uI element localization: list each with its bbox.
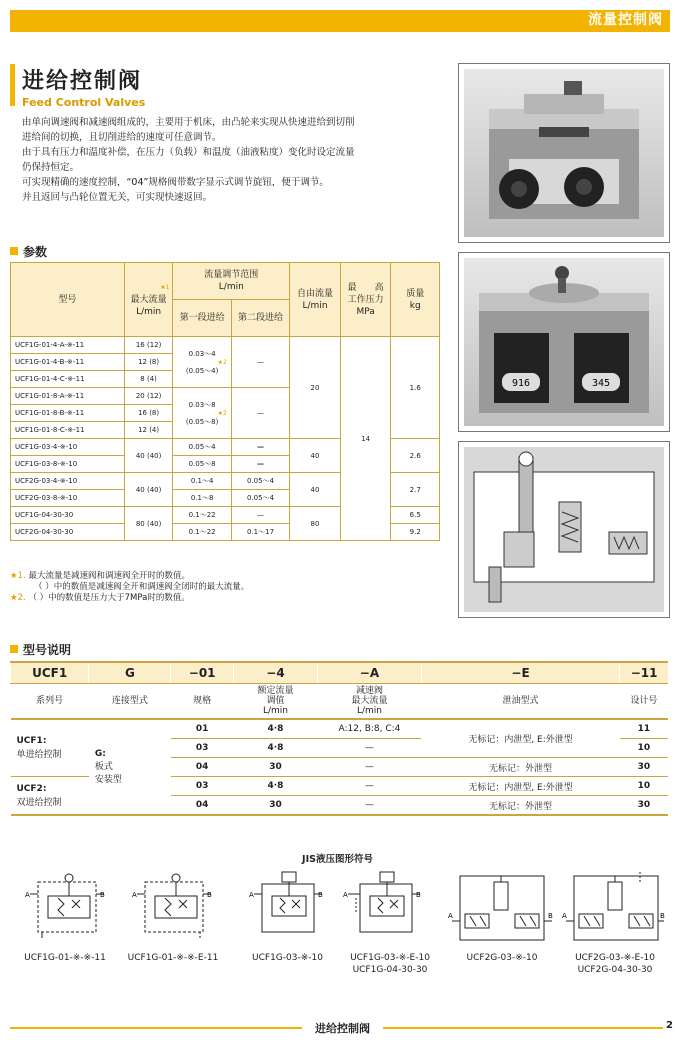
th-mass-unit: kg <box>409 300 421 311</box>
table-cell-stage1 <box>173 388 231 439</box>
row-size: 03 <box>171 739 233 758</box>
port-a-label: A <box>448 912 453 920</box>
row-decel: — <box>318 739 422 758</box>
table-cell-mass: 1.6 <box>391 337 440 439</box>
th-max-flow-label: 最大流量 <box>130 295 167 305</box>
jis-label-3 <box>235 952 340 964</box>
intro-line: 进给间的切换，且切削进给的速度可任意调节。 <box>22 132 222 143</box>
jis-label-line: UCF1G-04-30-30 <box>352 965 428 975</box>
code-connection: G <box>89 662 171 684</box>
note-mark: ★2. <box>10 593 26 603</box>
section-diagram <box>458 441 670 618</box>
port-a-label: A <box>562 912 567 920</box>
row-drain: 无标记：内泄型, E:外泄型 <box>421 777 619 796</box>
code-decel: −A <box>318 662 422 684</box>
heading-square <box>10 247 18 255</box>
row-drain: 无标记：内泄型, E:外泄型 <box>421 719 619 758</box>
th-pressure-label-b: 工作压力 <box>347 294 384 305</box>
table-row-model: UCF2G-03-8-※-10 <box>11 490 125 507</box>
table-cell-flow: 40 (40) <box>124 439 173 473</box>
port-b-label: B <box>548 912 553 920</box>
code-drain: −E <box>421 662 619 684</box>
table-cell-stage1: 0.1～22 <box>173 507 231 524</box>
model-code-table <box>10 661 668 816</box>
th-adj-range-unit: L/min <box>218 282 244 292</box>
dial-display-1: 916 <box>511 378 531 389</box>
port-a-label: A <box>343 891 348 899</box>
connection-type <box>89 719 171 815</box>
port-a-label: A <box>25 891 30 899</box>
table-row-model: UCF1G-03-4-※-10 <box>11 439 125 456</box>
category-title: 流量控制阀 <box>588 12 663 28</box>
table-notes <box>10 571 450 604</box>
port-b-label: B <box>207 891 212 899</box>
table-cell-stage2: — <box>231 456 289 473</box>
port-b-label: B <box>100 891 105 899</box>
th-adj-range-label: 流量调节范围 <box>204 270 259 280</box>
table-row-model: UCF1G-01-8-B-※-11 <box>11 405 125 422</box>
jis-symbol-2 <box>137 874 211 940</box>
row-rated: 4·8 <box>233 719 317 739</box>
table-cell-stage2: — <box>231 507 289 524</box>
table-cell-flow: 20 (12) <box>124 388 173 405</box>
intro-line: 由单向调速阀和减速阀组成的，主要用于机床，由凸轮来实现从快速进给到切削 <box>22 117 355 128</box>
jis-label-line: UCF2G-03-※-10 <box>466 953 538 963</box>
table-cell-stage2: 0.05～4 <box>231 490 289 507</box>
product-photo-2 <box>458 252 670 432</box>
row-decel: — <box>318 758 422 777</box>
footer-rule <box>383 1027 663 1029</box>
table-cell-free-flow: 40 <box>290 439 341 473</box>
jis-label-line: UCF1G-03-※-10 <box>252 953 323 963</box>
jis-label-line: UCF2G-04-30-30 <box>577 965 653 975</box>
table-cell-free-flow: 20 <box>290 337 341 439</box>
product-photo-1 <box>458 63 670 243</box>
jis-symbol-5 <box>452 876 552 940</box>
row-design: 11 <box>620 719 668 739</box>
th-free-flow-label: 自由流量 <box>297 288 334 299</box>
table-cell-flow: 16 (8) <box>124 405 173 422</box>
port-b-label: B <box>416 891 421 899</box>
series-desc: 单进给控制 <box>16 750 62 760</box>
th-max-flow <box>124 263 173 337</box>
note-text: （ ）中的数值是减速阀全开和调速阀全闭时的最大流量。 <box>34 582 250 592</box>
row-size: 03 <box>171 777 233 796</box>
th-pressure <box>340 263 391 337</box>
jis-label-6 <box>559 952 671 976</box>
valve-section-illustration <box>464 447 664 612</box>
table-cell-stage1: 0.1～8 <box>173 490 231 507</box>
code-design: −11 <box>620 662 668 684</box>
series-ucf1 <box>11 719 89 777</box>
row-drain: 无标记：外泄型 <box>421 758 619 777</box>
jis-label-4 <box>336 952 444 976</box>
label-drain: 泄油型式 <box>421 684 619 720</box>
port-b-label: B <box>660 912 665 920</box>
jis-label-2 <box>117 952 229 964</box>
star-mark: ★2 <box>217 409 227 417</box>
table-row-model: UCF1G-01-4-A-※-11 <box>11 337 125 354</box>
jis-label-line: UCF2G-03-※-E-10 <box>575 953 655 963</box>
intro-line: 由于具有压力和温度补偿，在压力（负载）和温度（油液粘度）变化时设定流量 <box>22 147 355 158</box>
table-cell-flow: 16 (12) <box>124 337 173 354</box>
intro-line: 仍保持恒定。 <box>22 162 80 173</box>
jis-symbol-row <box>0 868 675 948</box>
intro-line: 并且返回与凸轮位置无关，可实现快速返回。 <box>22 192 213 203</box>
jis-symbol-1 <box>30 874 104 938</box>
jis-symbol-3 <box>254 872 322 932</box>
label-design: 设计号 <box>620 684 668 720</box>
header-bar <box>10 10 670 32</box>
valve-photo-illustration <box>464 258 664 426</box>
table-cell-free-flow: 80 <box>290 507 341 541</box>
table-cell-stage2: — <box>231 388 289 439</box>
th-mass <box>391 263 440 337</box>
jis-label-line: UCF1G-03-※-E-10 <box>350 953 430 963</box>
table-cell-flow: 8 (4) <box>124 371 173 388</box>
jis-label-line: UCF1G-01-※-※-11 <box>24 953 106 963</box>
th-pressure-unit: MPa <box>356 306 375 317</box>
th-model: 型号 <box>11 263 125 337</box>
table-cell-mass: 2.6 <box>391 439 440 473</box>
th-mass-label: 质量 <box>406 288 425 299</box>
stage1-range: 0.03～4 <box>188 349 216 358</box>
row-size: 01 <box>171 719 233 739</box>
model-code-heading-text: 型号说明 <box>23 643 72 657</box>
title-accent <box>10 64 15 106</box>
table-cell-stage1: 0.05～8 <box>173 456 231 473</box>
heading-square <box>10 645 18 653</box>
row-drain: 无标记：外泄型 <box>421 796 619 816</box>
series-desc: 双进给控制 <box>16 797 62 808</box>
table-cell-stage1: 0.05～4 <box>173 439 231 456</box>
port-b-label: B <box>318 891 323 899</box>
table-cell-mass: 2.7 <box>391 473 440 507</box>
table-cell-stage1 <box>173 337 231 388</box>
row-design: 30 <box>620 796 668 816</box>
port-a-label: A <box>249 891 254 899</box>
params-heading <box>10 243 47 260</box>
row-size: 04 <box>171 758 233 777</box>
row-size: 04 <box>171 796 233 816</box>
row-design: 30 <box>620 758 668 777</box>
series-ucf2 <box>11 777 89 816</box>
jis-label-line: UCF1G-01-※-※-E-11 <box>127 953 219 963</box>
table-row-model: UCF1G-01-8-A-※-11 <box>11 388 125 405</box>
row-rated: 30 <box>233 796 317 816</box>
table-cell-pressure: 14 <box>340 337 391 541</box>
star-mark: ★1 <box>160 284 170 291</box>
stage1-range: 0.03～8 <box>188 400 216 409</box>
table-cell-flow: 12 (4) <box>124 422 173 439</box>
connection-desc: 安装型 <box>94 774 122 785</box>
table-cell-stage2: 0.05～4 <box>231 473 289 490</box>
series-code: UCF2: <box>16 783 47 794</box>
table-row-model: UCF1G-01-4-B-※-11 <box>11 354 125 371</box>
table-cell-stage2: 0.1～17 <box>231 524 289 541</box>
intro-line: 可实现精确的速度控制，“04”规格阀带数字显示式调节旋钮，便于调节。 <box>22 177 329 188</box>
footer-title: 进给控制阀 <box>315 1022 370 1035</box>
table-cell-flow: 80 (40) <box>124 507 173 541</box>
connection-code: G: <box>94 748 106 759</box>
table-cell-flow: 12 (8) <box>124 354 173 371</box>
page-title: 进给控制阀 <box>22 69 143 94</box>
th-max-flow-unit: L/min <box>136 307 162 317</box>
th-adj-range <box>173 263 290 300</box>
row-rated: 4·8 <box>233 777 317 796</box>
series-code: UCF1: <box>16 736 47 746</box>
table-cell-stage2: — <box>231 439 289 456</box>
table-cell-free-flow: 40 <box>290 473 341 507</box>
table-cell-stage2: — <box>231 337 289 388</box>
table-row-model: UCF2G-04-30-30 <box>11 524 125 541</box>
page-subtitle: Feed Control Valves <box>22 96 146 109</box>
label-rated: 额定流量 调值 L/min <box>233 684 317 720</box>
table-row-model: UCF1G-04-30-30 <box>11 507 125 524</box>
code-rated: −4 <box>233 662 317 684</box>
th-free-flow <box>290 263 341 337</box>
table-row-model: UCF1G-03-8-※-10 <box>11 456 125 473</box>
label-series: 系列号 <box>11 684 89 720</box>
jis-symbol-4 <box>348 872 420 932</box>
table-row-model: UCF2G-03-4-※-10 <box>11 473 125 490</box>
code-size: −01 <box>171 662 233 684</box>
model-code-heading <box>10 641 71 658</box>
table-cell-mass: 9.2 <box>391 524 440 541</box>
page-number: 2 <box>666 1020 673 1031</box>
code-series: UCF1 <box>11 662 89 684</box>
stage1-range-alt: (0.05～8) <box>185 417 219 426</box>
jis-title: JIS液压图形符号 <box>302 854 373 865</box>
row-design: 10 <box>620 739 668 758</box>
jis-label-5 <box>448 952 556 964</box>
jis-symbol-6 <box>566 872 664 940</box>
row-rated: 4·8 <box>233 739 317 758</box>
intro-text <box>22 115 447 205</box>
table-cell-stage1: 0.1～22 <box>173 524 231 541</box>
th-free-flow-unit: L/min <box>302 300 328 311</box>
params-table <box>10 262 440 541</box>
label-decel: 减速阀 最大流量 L/min <box>318 684 422 720</box>
port-a-label: A <box>132 891 137 899</box>
jis-symbols <box>0 868 675 948</box>
stage1-range-alt: (0.05～4) <box>185 366 219 375</box>
th-pressure-label-a: 最 高 <box>347 282 384 293</box>
connection-desc: 板式 <box>94 761 113 772</box>
table-row-model: UCF1G-01-4-C-※-11 <box>11 371 125 388</box>
table-row-model: UCF1G-01-8-C-※-11 <box>11 422 125 439</box>
note-mark: ★1. <box>10 571 26 581</box>
label-size: 规格 <box>171 684 233 720</box>
dial-display-2: 345 <box>591 378 611 389</box>
row-design: 10 <box>620 777 668 796</box>
table-cell-mass: 6.5 <box>391 507 440 524</box>
note-text: 最大流量是减速阀和调速阀全开时的数值。 <box>28 571 190 581</box>
row-decel: — <box>318 796 422 816</box>
jis-label-1 <box>10 952 120 964</box>
note-text: （ ）中的数值是压力大于7MPa时的数值。 <box>28 593 190 603</box>
footer-rule <box>10 1027 302 1029</box>
row-decel: A:12, B:8, C:4 <box>318 719 422 739</box>
label-connection: 连接型式 <box>89 684 171 720</box>
row-rated: 30 <box>233 758 317 777</box>
star-mark: ★2 <box>217 358 227 366</box>
row-decel: — <box>318 777 422 796</box>
params-heading-text: 参数 <box>23 245 48 259</box>
table-cell-flow: 40 (40) <box>124 473 173 507</box>
table-cell-stage1: 0.1～4 <box>173 473 231 490</box>
valve-photo-illustration <box>464 69 664 237</box>
th-stage1: 第一段进给 <box>173 300 231 337</box>
th-stage2: 第二段进给 <box>231 300 289 337</box>
